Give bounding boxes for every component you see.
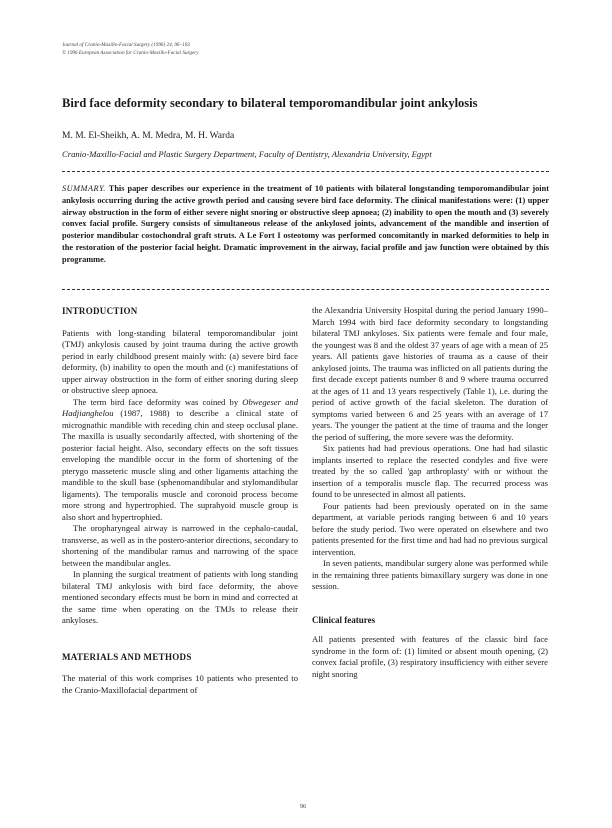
journal-line-2: © 1996 European Association for Cranio-Maxillo-Facial Surgery: [62, 50, 199, 56]
introduction-heading: INTRODUCTION: [62, 306, 138, 316]
journal-citation: [62, 41, 362, 57]
journal-line-1: Journal of Cranio-Maxillo-Facial Surgery (1996) 24, 96–103: [62, 42, 190, 48]
top-divider: [62, 171, 549, 172]
right-paragraph-2: Six patients had had previous operations. One had had silastic implants inserted to replace the resected condyles and five were treated by the so called 'gap arthroplasty' with or without the insertion of a temporalis muscle flap. The recurred process was found to be unresected in almost all patients.: [312, 443, 548, 499]
intro-paragraph-2: [62, 397, 298, 524]
summary-lead: SUMMARY.: [62, 184, 106, 193]
intro-p2-post: (1987, 1988) to describe a clinical state of micrognathic mandible with receding chin and steep occlusal plane. The maxilla is usually secondarily affected, with shortening of the posterior facial height. Also, secondary effects on the soft tissues enveloping the mandible occur in the form of shortening of the pterygo masseteric muscle sling and other ligaments attaching the mandible to the skull base (sphenomandibular and stylomandibular ligaments). The temporalis muscle and coronoid process become more strong and hypertrophied. The suprahyoid muscle group is also short and hypertrophied.: [62, 408, 298, 522]
right-paragraph-4: In seven patients, mandibular surgery alone was performed while in the remaining three patients bimaxillary surgery was done in one session.: [312, 558, 548, 591]
methods-heading: MATERIALS AND METHODS: [62, 651, 192, 662]
article-title: Bird face deformity secondary to bilateral temporomandibular joint ankylosis: [62, 96, 478, 110]
summary-abstract: [62, 183, 549, 266]
intro-p2-citation: Obwegeser and Hadjianghelou: [62, 396, 299, 418]
affiliation: Cranio-Maxillo-Facial and Plastic Surgery Department, Faculty of Dentistry, Alexandria University, Egypt: [62, 149, 432, 159]
author-list: M. M. El-Sheikh, A. M. Medra, M. H. Warda: [62, 131, 235, 141]
intro-paragraph-1: Patients with long-standing bilateral temporomandibular joint (TMJ) ankylosis caused by joint trauma during the active growth period in early childhood present mainly with: (a) severe bird face deformity, (b) inability to open the mouth and (c) manifestations of upper airway obstruction in the form of either snoring during sleep or obstructive sleep apnoea.: [62, 327, 298, 395]
intro-p2-pre: The term bird face deformity was coined by: [73, 396, 239, 407]
right-paragraph-3: Four patients had been previously operated on in the same department, at variable periods ranging between 6 and 10 years before the study period. Two were operated on elsewhere and two patients presented for the first time and had had no previous surgical intervention.: [312, 500, 548, 557]
left-column: [62, 306, 298, 696]
intro-paragraph-4: In planning the surgical treatment of patients with long standing bilateral TMJ ankylosis with bird face deformity, the above mentioned secondary effects must be born in mind and corrected at the same time when operating on the TMJs to release their ankyloses.: [62, 569, 298, 625]
methods-paragraph-1: The material of this work comprises 10 patients who presented to the Cranio-Maxillofacial department of: [62, 673, 298, 695]
summary-text: This paper describes our experience in the treatment of 10 patients with bilateral longstanding temporomandibular joint ankylosis occurring during the active growth period and causing severe bird face deformity. The clinical manifestations were: (1) upper airway obstruction in the form of either severe night snoring or obstructive sleep apnoea; (2) inability to open the mouth and (3) severely convex facial profile. Surgery consists of simultaneous release of the ankylosed joints, advancement of the mandible and insertion of posterior mandibular costochondral graft struts. A Le Fort I osteotomy was performed concomitantly in marked deformities to help in the restoration of the posterior facial height. Dramatic improvement in the airway, facial profile and jaw function were obtained by this programme.: [62, 184, 549, 264]
intro-paragraph-3: The oropharyngeal airway is narrowed in the cephalo-caudal, transverse, as well as in the postero-anterior directions, secondary to shortening of the mandibular ramus and narrowing of the space between the mandibular angles.: [62, 523, 298, 568]
clinical-features-heading: Clinical features: [312, 614, 376, 625]
page-number: 96: [300, 804, 306, 810]
bottom-divider: [62, 289, 549, 290]
clinical-paragraph-1: All patients presented with features of the classic bird face syndrome in the form of: (1) limited or absent mouth opening, (2) convex facial profile, (3) respiratory insufficiency with either severe night snoring: [312, 634, 548, 679]
right-column: [312, 305, 548, 680]
right-paragraph-1: the Alexandria University Hospital during the period January 1990–March 1994 with bird face deformity secondary to longstanding bilateral TMJ ankyloses. Six patients were female and four male, the youngest was 8 and the oldest 37 years of age with a mean of 25 years. All patients gave histories of trauma as a cause of their ankylosed joints. The trauma was inflicted on all patients during the first decade except patients number 8 and 9 where trauma occurred at the ages of 11 and 13 years respectively (Table 1), i.e. during the period of active growth of the facial skeleton. The duration of symptoms varied between 6 and 25 years with an average of 17 years. The younger the patient at the time of trauma and the longer the period of suffering, the more severe was the deformity.: [312, 305, 548, 442]
